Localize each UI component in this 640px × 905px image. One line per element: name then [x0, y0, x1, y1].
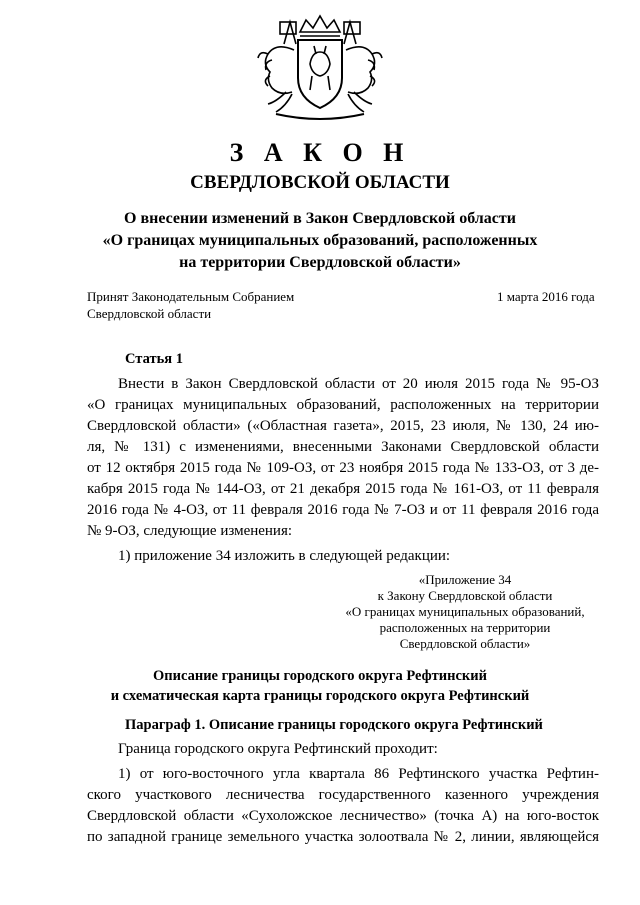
article-line-3: Свердловской области» («Областная газета», 2015, 23 июля, № 130, 24 ию-	[87, 418, 599, 434]
article-line-5: от 12 октября 2015 года № 109-ОЗ, от 23 ноября 2015 года № 133-ОЗ, от 3 де-	[87, 460, 599, 476]
article-line-7: 2016 года № 4-ОЗ, от 11 февраля 2016 года № 7-ОЗ и от 11 февраля 2016 года	[87, 502, 599, 518]
article-line-8: № 9-ОЗ, следующие изменения:	[87, 523, 293, 539]
paragraph-line-2: ского участкового лесничества государственного казенного учреждения	[87, 787, 599, 803]
article-line-2: «О границах муниципальных образований, расположенных на территории	[87, 397, 599, 413]
paragraph-heading: Параграф 1. Описание границы городского округа Рефтинский	[125, 717, 543, 733]
article-line-4: ля, № 131) с изменениями, внесенными Законами Свердловской области	[87, 439, 599, 455]
description-heading-line-1: Описание границы городского округа Рефтинский	[152, 668, 487, 684]
paragraph-line-1: 1) от юго-восточного угла квартала 86 Рефтинского участка Рефтин-	[118, 766, 599, 782]
coat-of-arms-emblem	[246, 14, 394, 124]
appendix-line-4: расположенных на территории	[379, 620, 551, 635]
adopted-by-line-1: Принят Законодательным Собранием	[87, 289, 295, 304]
article-line-1: Внести в Закон Свердловской области от 20 июля 2015 года № 95-ОЗ	[118, 376, 599, 392]
paragraph-line-4: по западной границе земельного участка золоотвала № 2, линии, являющейся	[87, 829, 599, 845]
article-heading: Статья 1	[125, 351, 183, 367]
region-title: СВЕРДЛОВСКОЙ ОБЛАСТИ	[190, 172, 450, 193]
appendix-line-1: «Приложение 34	[418, 572, 512, 587]
adoption-date: 1 марта 2016 года	[497, 289, 595, 304]
description-heading-line-2: и схематическая карта границы городского округа Рефтинский	[110, 688, 530, 704]
article-line-6: кабря 2015 года № 144-ОЗ, от 21 декабря 2015 года № 161-ОЗ, от 11 февраля	[87, 481, 599, 497]
document-title: З А К О Н	[229, 138, 411, 167]
adopted-by-line-2: Свердловской области	[87, 306, 212, 321]
appendix-line-2: к Закону Свердловской области	[377, 588, 553, 603]
appendix-line-5: Свердловской области»	[399, 636, 531, 651]
law-subtitle-line-1: О внесении изменений в Закон Свердловской области	[124, 210, 516, 227]
article-item-1: 1) приложение 34 изложить в следующей редакции:	[118, 548, 451, 564]
paragraph-line-3: Свердловской области «Сухоложское лесничество» (точка А) на юго-восток	[87, 808, 599, 824]
appendix-line-3: «О границах муниципальных образований,	[345, 604, 585, 619]
law-subtitle-line-3: на территории Свердловской области»	[179, 254, 461, 271]
law-subtitle-line-2: «О границах муниципальных образований, расположенных	[102, 232, 538, 249]
paragraph-intro: Граница городского округа Рефтинский проходит:	[118, 741, 438, 757]
